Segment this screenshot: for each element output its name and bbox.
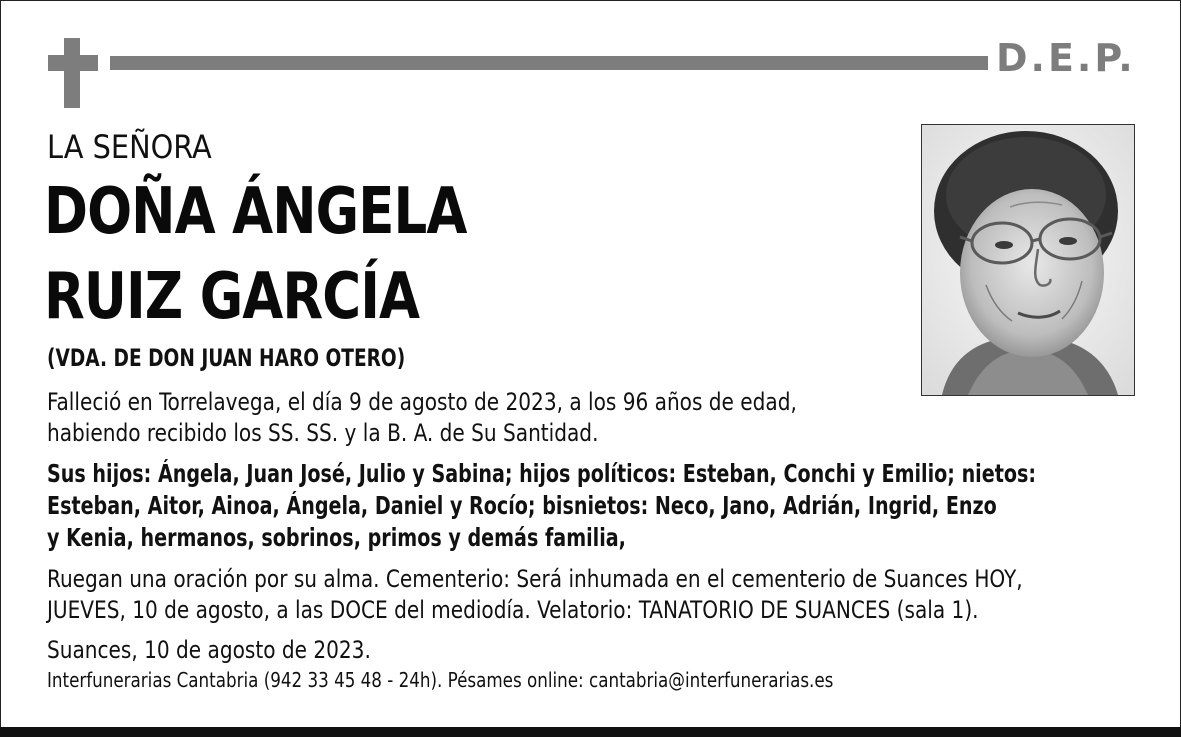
cross-icon-arm bbox=[48, 55, 98, 71]
widow-of: (VDA. DE DON JUAN HARO OTERO) bbox=[47, 344, 406, 372]
family-line: Esteban, Aitor, Ainoa, Ángela, Daniel y Rocío; bisnietos: Neco, Jano, Adrián, Ingrid, Enzo bbox=[47, 491, 997, 520]
portrait-illustration bbox=[922, 125, 1134, 395]
funeral-home-footer: Interfunerarias Cantabria (942 33 45 48 - 24h). Pésames online: cantabria@interfunerarias.es bbox=[47, 668, 834, 692]
family-line: Sus hijos: Ángela, Juan José, Julio y Sabina; hijos políticos: Esteban, Conchi y Emilio; nietos: bbox=[47, 459, 1037, 488]
death-line: Falleció en Torrelavega, el día 9 de agosto de 2023, a los 96 años de edad, bbox=[47, 388, 797, 416]
service-line: JUEVES, 10 de agosto, a las DOCE del mediodía. Velatorio: TANATORIO DE SUANCES (sala 1). bbox=[47, 596, 979, 624]
bottom-border bbox=[0, 727, 1181, 737]
portrait-photo bbox=[921, 124, 1135, 396]
family-line: y Kenia, hermanos, sobrinos, primos y demás familia, bbox=[47, 523, 626, 552]
place-date: Suances, 10 de agosto de 2023. bbox=[47, 636, 371, 664]
deceased-name-line2: RUIZ GARCÍA bbox=[44, 260, 420, 334]
salutation: LA SEÑORA bbox=[47, 128, 212, 166]
dep-label: D.E.P. bbox=[996, 36, 1136, 80]
death-line: habiendo recibido los SS. SS. y la B. A. de Su Santidad. bbox=[47, 419, 599, 447]
deceased-name-line1: DOÑA ÁNGELA bbox=[44, 175, 467, 249]
service-line: Ruegan una oración por su alma. Cementerio: Será inhumada en el cementerio de Suances HOY, bbox=[47, 565, 1023, 593]
header-rule bbox=[110, 56, 988, 70]
cross-icon bbox=[64, 38, 80, 108]
